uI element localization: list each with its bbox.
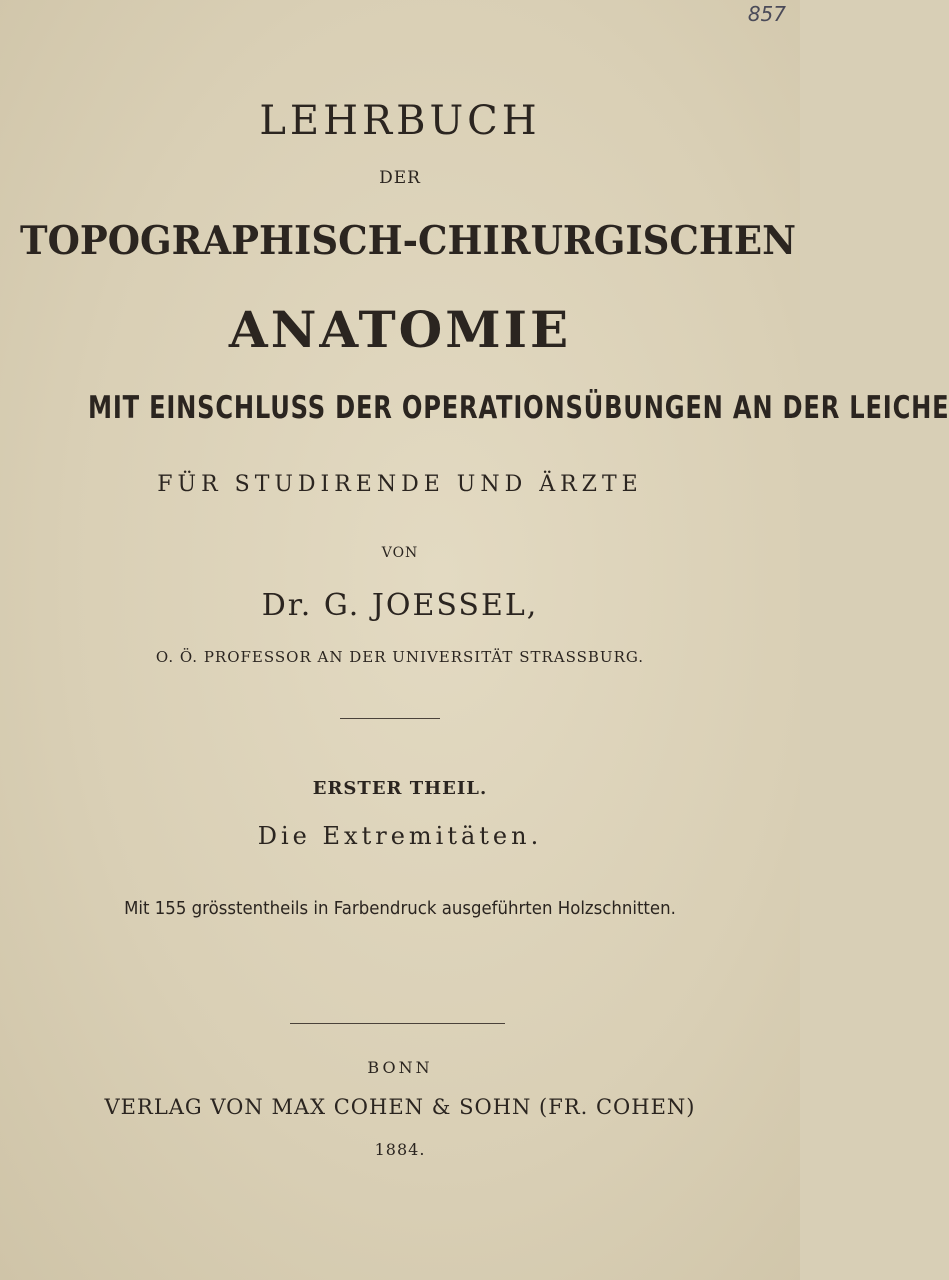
author-name: Dr. G. JOESSEL,	[261, 588, 539, 623]
author-position: O. Ö. PROFESSOR AN DER UNIVERSITÄT STRASSBURG.	[155, 648, 645, 666]
imprint-city: BONN	[367, 1058, 433, 1077]
audience-line: FÜR STUDIRENDE UND ÄRZTE	[157, 472, 643, 497]
title-anatomie: ANATOMIE	[228, 300, 572, 359]
divider-top	[340, 718, 440, 719]
shelf-mark: 857	[747, 2, 786, 26]
illustrations-note: Mit 155 grösstentheils in Farbendruck ausgeführten Holzschnitten.	[124, 898, 676, 919]
imprint-year: 1884.	[374, 1140, 426, 1159]
divider-bottom	[290, 1023, 505, 1024]
title-lehrbuch: LEHRBUCH	[259, 98, 541, 144]
title-der: DER	[379, 168, 421, 188]
part-subject: Die Extremitäten.	[257, 822, 543, 850]
imprint-publisher: VERLAG VON MAX COHEN & SOHN (FR. COHEN)	[104, 1095, 696, 1119]
title-topographisch: TOPOGRAPHISCH-CHIRURGISCHEN	[20, 218, 797, 264]
subtitle: MIT EINSCHLUSS DER OPERATIONSÜBUNGEN AN DER LEICHE	[88, 390, 949, 426]
part-label: ERSTER THEIL.	[312, 778, 488, 799]
von-label: VON	[381, 545, 419, 561]
